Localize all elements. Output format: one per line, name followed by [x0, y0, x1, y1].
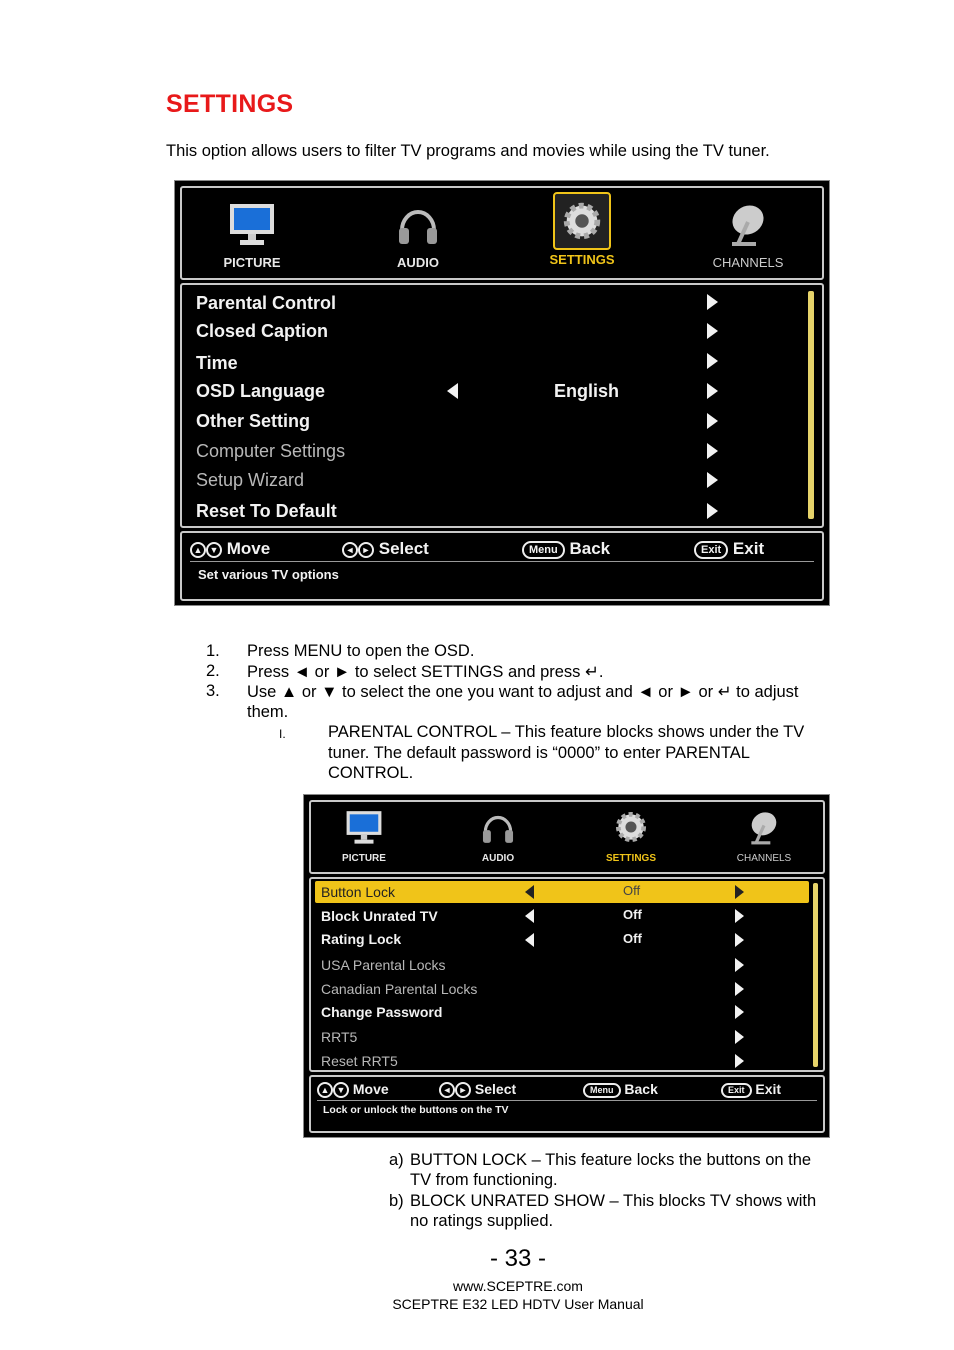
- tab-picture: PICTURE: [329, 808, 399, 864]
- footer-bar: [309, 1075, 825, 1133]
- right-icon: ►: [358, 542, 374, 558]
- exit-hint: Exit Exit: [694, 539, 764, 559]
- page-title: SETTINGS: [166, 90, 294, 118]
- left-arrow-icon[interactable]: [525, 909, 534, 923]
- tab-picture: PICTURE: [212, 200, 292, 270]
- right-arrow-icon[interactable]: [735, 958, 744, 972]
- osd-language-value: English: [554, 381, 620, 401]
- menu-item-canadian-parental-locks[interactable]: Canadian Parental Locks: [321, 981, 478, 997]
- down-icon: ▼: [333, 1082, 349, 1098]
- rating-lock-value: Off: [623, 931, 642, 946]
- right-arrow-icon[interactable]: [707, 413, 718, 429]
- exit-hint: Exit Exit: [721, 1081, 781, 1098]
- step-text: Press ◄ or ► to select SETTINGS and press ↵.: [247, 663, 604, 681]
- left-arrow-icon[interactable]: [525, 933, 534, 947]
- menu-item-rating-lock[interactable]: Rating Lock: [321, 931, 402, 947]
- settings-screenshot: [174, 180, 830, 606]
- left-icon: ◄: [439, 1082, 455, 1098]
- back-hint: Menu Back: [583, 1081, 658, 1098]
- note-label: b): [389, 1192, 404, 1210]
- menu-item-reset-to-default[interactable]: Reset To Default: [196, 501, 337, 521]
- move-hint: ▲ ▼ Move: [317, 1081, 389, 1098]
- tab-settings: SETTINGS: [596, 808, 666, 864]
- select-hint: ◄ ► Select: [439, 1081, 516, 1098]
- gear-icon: [612, 808, 650, 846]
- headphones-icon: [394, 200, 442, 248]
- right-arrow-icon[interactable]: [735, 933, 744, 947]
- note-text: BLOCK UNRATED SHOW – This blocks TV shows with: [410, 1192, 817, 1210]
- exit-key-icon: Exit: [721, 1083, 752, 1098]
- right-arrow-icon[interactable]: [735, 909, 744, 923]
- menu-item-time[interactable]: Time: [196, 353, 238, 373]
- intro-text: This option allows users to filter TV programs and movies while using the TV tuner.: [166, 142, 770, 160]
- right-arrow-icon[interactable]: [735, 1005, 744, 1019]
- left-arrow-icon[interactable]: [525, 885, 534, 899]
- menu-item-usa-parental-locks[interactable]: USA Parental Locks: [321, 957, 446, 973]
- tab-bar: [180, 186, 824, 280]
- scrollbar[interactable]: [813, 883, 818, 1067]
- help-text: Set various TV options: [198, 567, 339, 582]
- tab-audio: AUDIO: [463, 808, 533, 864]
- note-label: a): [389, 1151, 404, 1169]
- menu-key-icon: Menu: [522, 541, 565, 559]
- right-arrow-icon[interactable]: [735, 1054, 744, 1068]
- right-arrow-icon[interactable]: [735, 982, 744, 996]
- menu-item-block-unrated-tv[interactable]: Block Unrated TV: [321, 908, 438, 924]
- step-text: Use ▲ or ▼ to select the one you want to adjust and ◄ or ► or ↵ to adjust: [247, 683, 799, 701]
- down-icon: ▼: [206, 542, 222, 558]
- right-arrow-icon[interactable]: [707, 323, 718, 339]
- step-text: Press MENU to open the OSD.: [247, 642, 475, 660]
- step-text-continued: them.: [247, 703, 289, 721]
- right-arrow-icon[interactable]: [707, 383, 718, 399]
- back-hint: Menu Back: [522, 539, 610, 559]
- menu-item-parental-control[interactable]: Parental Control: [196, 293, 337, 313]
- step-number: 3.: [206, 682, 220, 700]
- menu-item-reset-rrt5[interactable]: Reset RRT5: [321, 1053, 398, 1069]
- menu-item-other-setting[interactable]: Other Setting: [196, 411, 311, 431]
- right-arrow-icon[interactable]: [735, 885, 744, 899]
- note-text: BUTTON LOCK – This feature locks the buttons on the: [410, 1151, 812, 1169]
- scrollbar[interactable]: [808, 291, 814, 519]
- page-number: - 33 -: [489, 1245, 546, 1272]
- satellite-dish-icon: [724, 200, 772, 248]
- menu-item-computer-settings[interactable]: Computer Settings: [196, 441, 346, 461]
- footer-url: www.SCEPTRE.com: [453, 1278, 583, 1294]
- note-text: no ratings supplied.: [410, 1212, 554, 1230]
- up-icon: ▲: [190, 542, 206, 558]
- right-arrow-icon[interactable]: [707, 353, 718, 369]
- right-icon: ►: [455, 1082, 471, 1098]
- tab-settings: SETTINGS: [542, 192, 622, 267]
- tab-channels: CHANNELS: [729, 808, 799, 864]
- headphones-icon: [479, 808, 517, 846]
- gear-icon: [559, 198, 605, 244]
- step-number: 1.: [206, 642, 220, 660]
- block-unrated-tv-value: Off: [623, 907, 642, 922]
- note-text: TV from functioning.: [410, 1171, 558, 1189]
- menu-item-rrt5[interactable]: RRT5: [321, 1029, 358, 1045]
- monitor-icon: [345, 808, 383, 846]
- help-text: Lock or unlock the buttons on the TV: [323, 1104, 509, 1116]
- menu-key-icon: Menu: [583, 1083, 621, 1098]
- sub-item-line: CONTROL.: [328, 764, 414, 782]
- menu-item-closed-caption[interactable]: Closed Caption: [196, 321, 329, 341]
- parental-control-screenshot: [303, 794, 830, 1138]
- button-lock-value: Off: [623, 883, 641, 898]
- sub-item-line: PARENTAL CONTROL – This feature blocks shows under the TV: [328, 723, 805, 741]
- left-icon: ◄: [342, 542, 358, 558]
- parental-control-menu: [309, 877, 825, 1072]
- satellite-dish-icon: [745, 808, 783, 846]
- menu-item-setup-wizard[interactable]: Setup Wizard: [196, 470, 305, 490]
- sub-item-number: I.: [279, 727, 286, 741]
- select-hint: ◄ ► Select: [342, 539, 429, 559]
- right-arrow-icon[interactable]: [707, 472, 718, 488]
- right-arrow-icon[interactable]: [735, 1030, 744, 1044]
- settings-menu: [180, 283, 824, 528]
- footer-bar: [180, 531, 824, 601]
- up-icon: ▲: [317, 1082, 333, 1098]
- left-arrow-icon[interactable]: [447, 383, 458, 399]
- monitor-icon: [228, 200, 276, 248]
- tab-bar: [309, 800, 825, 874]
- move-hint: ▲ ▼ Move: [190, 539, 270, 559]
- sub-item-line: tuner. The default password is “0000” to enter PARENTAL: [328, 744, 750, 762]
- menu-item-osd-language[interactable]: OSD Language: [196, 381, 326, 401]
- menu-item-button-lock[interactable]: Button Lock: [321, 884, 395, 900]
- step-number: 2.: [206, 662, 220, 680]
- tab-audio: AUDIO: [378, 200, 458, 270]
- right-arrow-icon[interactable]: [707, 443, 718, 459]
- menu-item-change-password[interactable]: Change Password: [321, 1004, 443, 1020]
- right-arrow-icon[interactable]: [707, 503, 718, 519]
- tab-channels: CHANNELS: [708, 200, 788, 270]
- exit-key-icon: Exit: [694, 541, 728, 559]
- footer-manual-title: SCEPTRE E32 LED HDTV User Manual: [392, 1296, 644, 1312]
- right-arrow-icon[interactable]: [707, 294, 718, 310]
